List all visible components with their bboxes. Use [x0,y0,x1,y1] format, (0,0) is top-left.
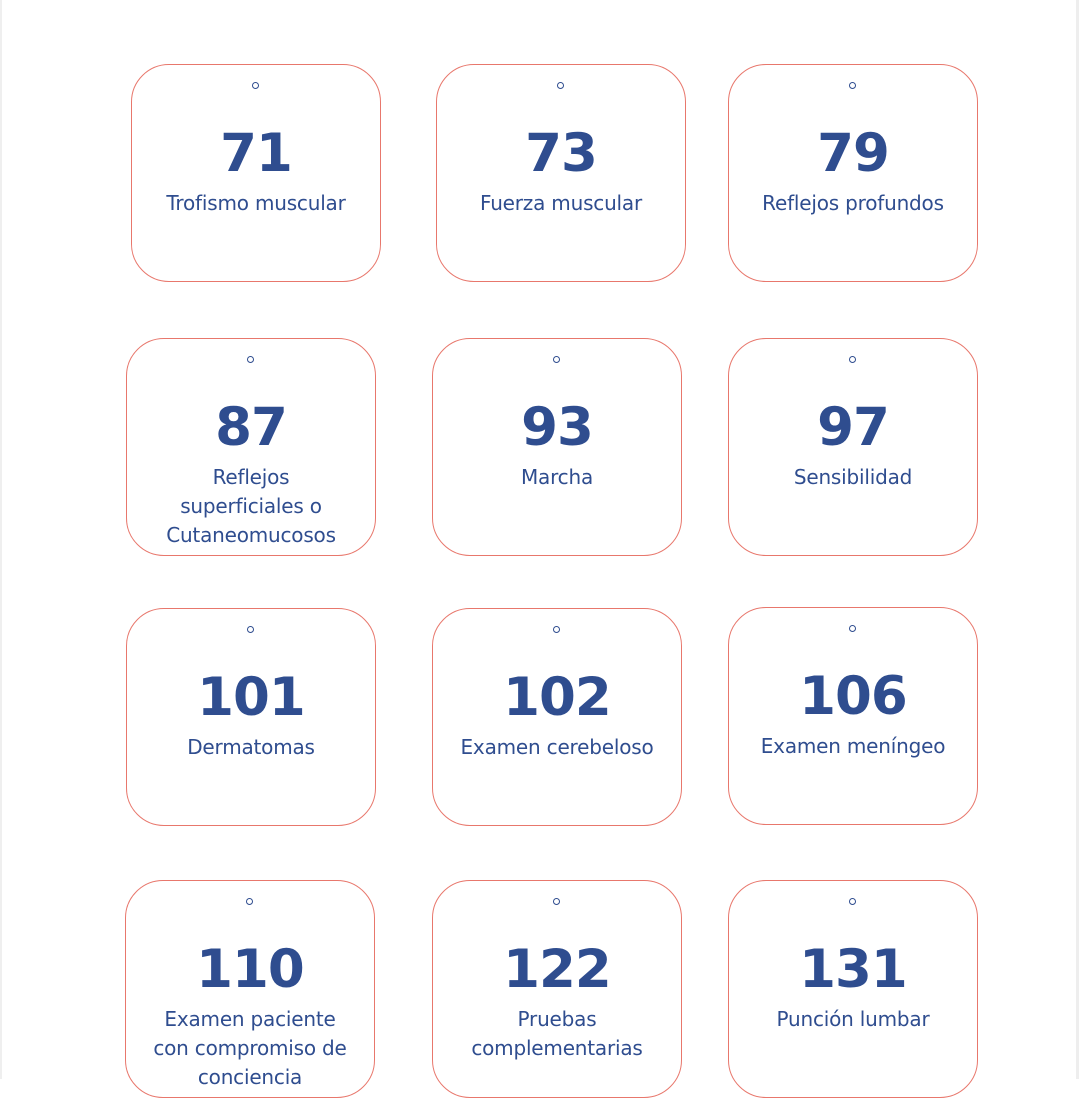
card-label: Marcha [520,465,594,489]
card-number: 71 [220,123,292,184]
card-label: Reflejos superficiales o Cutaneomucosos [166,465,336,547]
card-examen-paciente-compromiso-conciencia[interactable] [125,880,375,1098]
card-number: 106 [799,666,907,727]
card-hole-icon [553,626,560,633]
card-number: 73 [525,123,597,184]
card-hole-icon [849,898,856,905]
card-number: 110 [196,939,304,1000]
card-label: Punción lumbar [776,1007,930,1031]
card-examen-meningeo[interactable] [728,607,978,825]
card-examen-cerebeloso[interactable] [432,608,682,826]
card-number: 101 [197,667,305,728]
card-number: 102 [503,667,611,728]
card-hole-icon [246,898,253,905]
card-number: 122 [503,939,611,1000]
page-edge-left [0,0,2,1079]
card-sensibilidad[interactable] [728,338,978,556]
card-fuerza-muscular[interactable] [436,64,686,282]
card-label: Reflejos profundos [762,191,944,215]
card-hole-icon [849,625,856,632]
card-marcha[interactable] [432,338,682,556]
card-label: Trofismo muscular [166,191,346,215]
card-number: 131 [799,939,907,1000]
card-dermatomas[interactable] [126,608,376,826]
card-number: 97 [817,397,889,458]
card-puncion-lumbar[interactable] [728,880,978,1098]
card-label: Examen cerebeloso [460,735,654,759]
card-number: 93 [521,397,593,458]
card-reflejos-superficiales[interactable] [126,338,376,556]
card-number: 79 [817,123,889,184]
card-reflejos-profundos[interactable] [728,64,978,282]
card-hole-icon [849,356,856,363]
card-hole-icon [247,626,254,633]
card-hole-icon [252,82,259,89]
card-hole-icon [557,82,564,89]
card-label: Sensibilidad [793,465,913,489]
card-label: Pruebas complementarias [471,1007,643,1060]
card-label: Fuerza muscular [479,191,642,215]
card-label: Dermatomas [187,735,315,759]
card-label: Examen paciente con compromiso de conciencia [153,1007,347,1089]
card-hole-icon [553,356,560,363]
card-trofismo-muscular[interactable] [131,64,381,282]
card-hole-icon [553,898,560,905]
card-pruebas-complementarias[interactable] [432,880,682,1098]
card-hole-icon [849,82,856,89]
card-hole-icon [247,356,254,363]
card-number: 87 [215,397,287,458]
card-label: Examen meníngeo [760,734,946,758]
